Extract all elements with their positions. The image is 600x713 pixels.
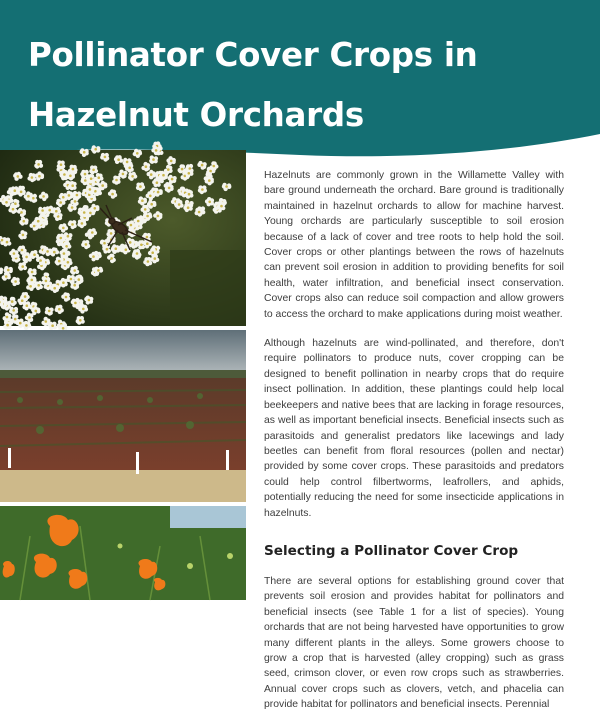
poppy-flower-photo	[0, 506, 246, 600]
orchard-photo	[0, 330, 246, 502]
section-paragraph: There are several options for establishing ground cover that prevents soil erosion and provides habitat for pollinators and beneficial insects (see Table 1 for a list of species). Young orchards that are not being harvested have opportunities to grow many different plants in the alleys. Some growers choose to grow a crop that is harvested (alley cropping) such as grass seed, crimson clover, or even row crops such as strawberries. Annual cover crops such as clovers, vetch, and phacelia can provide habitat for pollinators and beneficial insects. Perennial	[264, 574, 564, 713]
intro-paragraph: Hazelnuts are commonly grown in the Willamette Valley with bare ground underneath the orchard. Bare ground is traditionally maintained in hazelnut orchards to allow for machine harvest. Young orchards are particularly susceptible to soil erosion because of a lack of cover and tree roots to help hold the soil. Cover crops or other plantings between the rows of hazelnuts can prevent soil erosion in addition to providing benefits for soil health, water infiltration, and beneficial insect conservation. Cover crops also can reduce soil compaction and allow growers to access the orchard to make applications during moist weather.	[264, 168, 564, 322]
article-body	[264, 168, 564, 713]
yarrow-flower-photo	[0, 150, 246, 326]
section-heading: Selecting a Pollinator Cover Crop	[264, 542, 564, 560]
pollination-paragraph: Although hazelnuts are wind-pollinated, and therefore, don't require pollinators to produce nuts, cover cropping can be designed to benefit pollination in nearby crops that do require insect pollination. In addition, these plantings could help local beekeepers and native bees that are lacking in forage resources, as well as important beneficial insects. Beneficial insects such as parasitoids and generalist predators like lacewings and lady beetles can benefit from floral resources (pollen and nectar) provided by some cover crops. These parasitoids and predators could help control filbertworms, leafrollers, and aphids, potentially reducing the need for some insecticide applications in hazelnuts.	[264, 336, 564, 521]
page-title: Pollinator Cover Crops in Hazelnut Orchards	[28, 25, 588, 145]
header-banner	[0, 0, 600, 170]
